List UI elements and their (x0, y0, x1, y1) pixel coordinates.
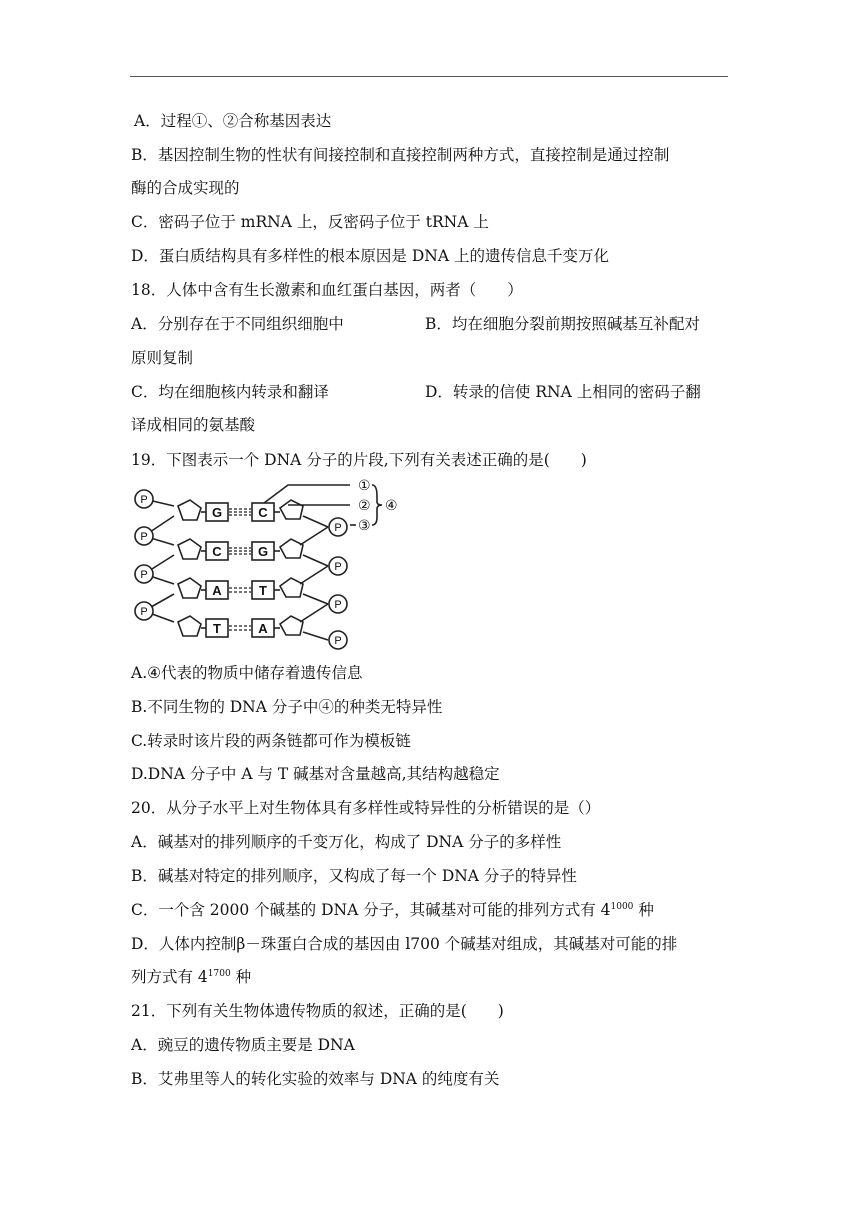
q20-option-c-exponent: 1000 (610, 902, 634, 912)
diagram-label-4: ④ (385, 497, 398, 513)
q18-option-d-line2: 译成相同的氨基酸 (131, 416, 256, 434)
q18-option-c: C．均在细胞核内转录和翻译 (131, 383, 329, 401)
q18-option-a: A．分别存在于不同组织细胞中 (131, 315, 344, 333)
phosphate-label: P (140, 569, 148, 581)
prev-option-d: D．蛋白质结构具有多样性的根本原因是 DNA 上的遗传信息千变万化 (131, 247, 609, 265)
diagram-label-2: ② (358, 497, 371, 513)
diagram-label-3: ③ (358, 517, 371, 533)
header-rule (130, 76, 728, 77)
q20-option-d-line1: D．人体内控制β－珠蛋白合成的基因由 l700 个碱基对组成，其碱基对可能的排 (131, 935, 678, 953)
phosphate-label: P (140, 606, 148, 618)
q20-option-c-unit: 种 (633, 901, 654, 919)
prev-option-c: C．密码子位于 mRNA 上，反密码子位于 tRNA 上 (131, 213, 489, 231)
left-base-4: T (213, 621, 221, 636)
phosphate-label: P (334, 635, 342, 647)
q21-stem: 21．下列有关生物体遗传物质的叙述，正确的是( ) (131, 1002, 504, 1020)
prev-option-b-line1: B．基因控制生物的性状有间接控制和直接控制两种方式，直接控制是通过控制 (131, 146, 670, 164)
q20-option-b: B．碱基对特定的排列顺序，又构成了每一个 DNA 分子的特异性 (131, 867, 577, 885)
phosphate-label: P (334, 522, 342, 534)
q20-stem: 20．从分子水平上对生物体具有多样性或特异性的分析错误的是（） (131, 799, 601, 817)
q20-option-a: A．碱基对的排列顺序的千变万化，构成了 DNA 分子的多样性 (131, 833, 562, 851)
q18-option-b-line2: 原则复制 (131, 349, 194, 367)
right-base-1: C (258, 505, 268, 520)
left-base-2: C (212, 544, 222, 559)
right-base-4: A (258, 621, 268, 636)
q20-option-c-text: C．一个含 2000 个碱基的 DNA 分子，其碱基对可能的排列方式有 4 (131, 901, 611, 919)
right-base-3: T (259, 583, 267, 598)
prev-option-b-line2: 酶的合成实现的 (131, 179, 240, 197)
q21-option-b: B．艾弗里等人的转化实验的效率与 DNA 的纯度有关 (131, 1070, 500, 1088)
phosphate-label: P (140, 531, 148, 543)
dna-fragment-diagram (128, 476, 408, 656)
q18-option-d-line1: D．转录的信使 RNA 上相同的密码子翻 (425, 383, 701, 401)
q19-stem: 19．下图表示一个 DNA 分子的片段,下列有关表述正确的是( ) (131, 451, 587, 469)
prev-option-a: A．过程①、②合称基因表达 (134, 112, 332, 130)
q20-option-d-text: 列方式有 4 (131, 968, 208, 986)
q18-stem: 18．人体中含有生长激素和血红蛋白基因，两者（ ） (131, 281, 523, 299)
q20-option-d-exponent: 1700 (207, 969, 231, 979)
q19-option-c: C.转录时该片段的两条链都可作为模板链 (131, 732, 411, 750)
q18-option-b-line1: B．均在细胞分裂前期按照碱基互补配对 (425, 315, 700, 333)
q19-option-d: D.DNA 分子中 A 与 T 碱基对含量越高,其结构越稳定 (131, 765, 500, 783)
left-base-3: A (212, 583, 222, 598)
q20-option-d-unit: 种 (230, 968, 252, 986)
q19-option-b: B.不同生物的 DNA 分子中④的种类无特异性 (131, 698, 443, 716)
q21-option-a: A．豌豆的遗传物质主要是 DNA (131, 1036, 355, 1054)
left-base-1: G (211, 505, 223, 520)
diagram-label-1: ① (358, 477, 371, 493)
phosphate-label: P (334, 561, 342, 573)
right-base-2: G (257, 544, 269, 559)
phosphate-label: P (334, 599, 342, 611)
q20-option-d-line2 (131, 967, 251, 987)
q20-option-c (131, 900, 654, 920)
phosphate-label: P (140, 494, 148, 506)
q19-option-a: A.④代表的物质中储存着遗传信息 (131, 664, 363, 682)
